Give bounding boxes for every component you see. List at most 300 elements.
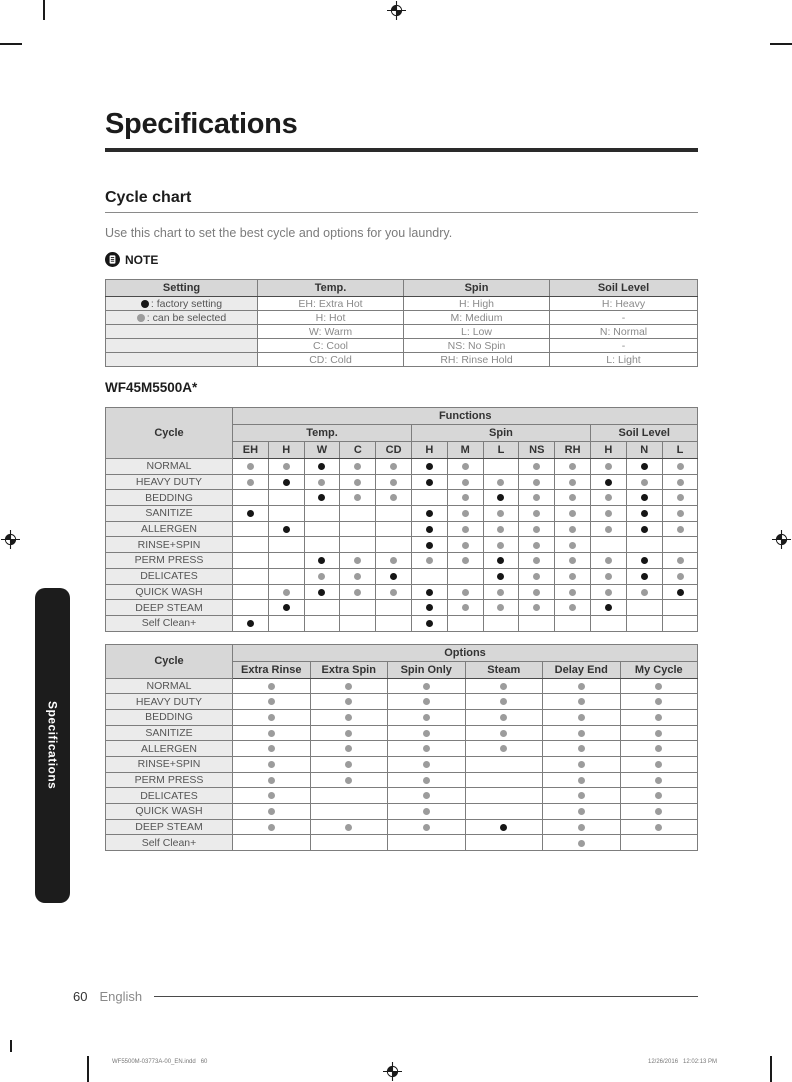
selectable-dot bbox=[677, 479, 684, 486]
selectable-dot bbox=[569, 510, 576, 517]
selectable-dot bbox=[605, 463, 612, 470]
option-dot-cell bbox=[465, 788, 543, 804]
function-dot-cell bbox=[304, 584, 340, 600]
function-dot-cell bbox=[626, 584, 662, 600]
column-header-cell: C bbox=[340, 442, 376, 459]
option-column-header-cell: My Cycle bbox=[620, 661, 698, 678]
function-dot-cell bbox=[376, 459, 412, 475]
legend-value-cell: H: Hot bbox=[258, 311, 404, 325]
function-dot-cell bbox=[662, 459, 698, 475]
selectable-dot bbox=[345, 761, 352, 768]
selectable-dot bbox=[345, 683, 352, 690]
function-dot-cell bbox=[411, 521, 447, 537]
crop-mark-bottom-left-vertical bbox=[87, 1056, 89, 1082]
function-dot-cell bbox=[519, 553, 555, 569]
selectable-dot bbox=[423, 683, 430, 690]
factory-setting-dot bbox=[497, 573, 504, 580]
selectable-dot bbox=[268, 777, 275, 784]
selectable-dot bbox=[578, 777, 585, 784]
selectable-dot bbox=[354, 573, 361, 580]
setting-cell bbox=[106, 353, 258, 367]
option-dot-cell bbox=[465, 757, 543, 773]
cycle-row bbox=[106, 819, 698, 835]
function-dot-cell bbox=[590, 584, 626, 600]
page-content bbox=[105, 0, 698, 851]
functions-header-cell: Functions bbox=[233, 408, 698, 425]
setting-cell bbox=[106, 297, 258, 311]
cycle-name-cell: NORMAL bbox=[106, 678, 233, 694]
function-dot-cell bbox=[233, 459, 269, 475]
function-dot-cell bbox=[376, 474, 412, 490]
option-dot-cell bbox=[465, 741, 543, 757]
selectable-dot bbox=[533, 526, 540, 533]
function-dot-cell bbox=[590, 553, 626, 569]
function-dot-cell bbox=[662, 506, 698, 522]
cycle-row bbox=[106, 615, 698, 631]
selectable-dot bbox=[354, 463, 361, 470]
function-dot-cell bbox=[555, 537, 591, 553]
selectable-dot bbox=[345, 714, 352, 721]
selectable-dot bbox=[578, 792, 585, 799]
function-dot-cell bbox=[376, 615, 412, 631]
selectable-dot bbox=[345, 745, 352, 752]
selectable-dot bbox=[605, 573, 612, 580]
option-dot-cell bbox=[310, 678, 388, 694]
cycle-row bbox=[106, 709, 698, 725]
factory-setting-dot bbox=[641, 557, 648, 564]
function-dot-cell bbox=[447, 490, 483, 506]
selectable-dot bbox=[578, 698, 585, 705]
option-dot-cell bbox=[388, 788, 466, 804]
function-dot-cell bbox=[411, 553, 447, 569]
selectable-dot bbox=[423, 714, 430, 721]
selectable-dot bbox=[578, 840, 585, 847]
option-dot-cell bbox=[465, 709, 543, 725]
function-dot-cell bbox=[268, 537, 304, 553]
function-dot-cell bbox=[376, 568, 412, 584]
chapter-tab-specifications bbox=[35, 588, 70, 903]
function-dot-cell bbox=[447, 553, 483, 569]
legend-value-cell: CD: Cold bbox=[258, 353, 404, 367]
selectable-dot bbox=[533, 510, 540, 517]
legend-value-cell: RH: Rinse Hold bbox=[404, 353, 550, 367]
factory-setting-dot bbox=[641, 573, 648, 580]
option-dot-cell bbox=[388, 757, 466, 773]
option-dot-cell bbox=[543, 804, 621, 820]
legend-row bbox=[106, 353, 698, 367]
factory-setting-dot bbox=[641, 510, 648, 517]
print-filename: WF5500M-03773A-00_EN.indd 60 bbox=[112, 1059, 208, 1065]
crop-mark-top-right-horizontal bbox=[770, 43, 792, 45]
option-dot-cell bbox=[233, 694, 311, 710]
option-dot-cell bbox=[620, 741, 698, 757]
crop-mark-bottom-right-vertical bbox=[770, 1056, 772, 1082]
selectable-dot bbox=[354, 557, 361, 564]
function-dot-cell bbox=[626, 459, 662, 475]
legend-row bbox=[106, 311, 698, 325]
function-dot-cell bbox=[519, 584, 555, 600]
function-dot-cell bbox=[483, 568, 519, 584]
cycle-name-cell: ALLERGEN bbox=[106, 741, 233, 757]
selectable-dot bbox=[569, 526, 576, 533]
selectable-dot bbox=[497, 510, 504, 517]
cycle-row bbox=[106, 835, 698, 851]
legend-header-row bbox=[106, 280, 698, 297]
function-dot-cell bbox=[519, 537, 555, 553]
factory-setting-dot bbox=[426, 463, 433, 470]
function-dot-cell bbox=[447, 584, 483, 600]
option-dot-cell bbox=[543, 757, 621, 773]
function-dot-cell bbox=[555, 521, 591, 537]
function-dot-cell bbox=[626, 568, 662, 584]
selectable-dot bbox=[423, 777, 430, 784]
selectable-dot bbox=[605, 557, 612, 564]
function-dot-cell bbox=[411, 568, 447, 584]
options-header-row bbox=[106, 644, 698, 661]
legend-value-cell: H: High bbox=[404, 297, 550, 311]
cycle-row bbox=[106, 459, 698, 475]
option-dot-cell bbox=[620, 772, 698, 788]
selectable-dot bbox=[677, 526, 684, 533]
function-dot-cell bbox=[590, 474, 626, 490]
page-number: 60 bbox=[73, 989, 88, 1004]
function-dot-cell bbox=[590, 600, 626, 616]
factory-setting-dot bbox=[141, 300, 149, 308]
selectable-dot bbox=[533, 604, 540, 611]
column-header-cell: M bbox=[447, 442, 483, 459]
group-header-cell: Soil Level bbox=[590, 425, 697, 442]
factory-setting-dot bbox=[318, 589, 325, 596]
function-dot-cell bbox=[411, 584, 447, 600]
option-dot-cell bbox=[310, 788, 388, 804]
function-dot-cell bbox=[376, 490, 412, 506]
crop-mark-bottom-left-outer bbox=[10, 1040, 12, 1052]
column-header-cell: L bbox=[662, 442, 698, 459]
factory-setting-dot bbox=[283, 479, 290, 486]
option-column-header-cell: Extra Rinse bbox=[233, 661, 311, 678]
factory-setting-dot bbox=[426, 526, 433, 533]
option-dot-cell bbox=[465, 678, 543, 694]
selectable-dot bbox=[655, 792, 662, 799]
option-dot-cell bbox=[465, 804, 543, 820]
option-dot-cell bbox=[620, 694, 698, 710]
selectable-dot bbox=[462, 542, 469, 549]
legend-value-cell: NS: No Spin bbox=[404, 339, 550, 353]
option-dot-cell bbox=[388, 835, 466, 851]
function-dot-cell bbox=[447, 459, 483, 475]
selectable-dot bbox=[268, 683, 275, 690]
legend-value-cell: N: Normal bbox=[550, 325, 698, 339]
note bbox=[105, 252, 698, 267]
functions-header-row bbox=[106, 408, 698, 425]
note-icon bbox=[105, 252, 120, 267]
function-dot-cell bbox=[626, 553, 662, 569]
selectable-dot bbox=[569, 604, 576, 611]
option-dot-cell bbox=[543, 678, 621, 694]
function-dot-cell bbox=[626, 600, 662, 616]
cycle-options-table bbox=[105, 644, 698, 852]
selectable-dot bbox=[497, 526, 504, 533]
selectable-dot bbox=[655, 761, 662, 768]
function-dot-cell bbox=[519, 474, 555, 490]
selectable-dot bbox=[677, 573, 684, 580]
factory-setting-dot bbox=[426, 604, 433, 611]
function-dot-cell bbox=[626, 521, 662, 537]
cycle-row bbox=[106, 741, 698, 757]
function-dot-cell bbox=[662, 600, 698, 616]
selectable-dot bbox=[283, 589, 290, 596]
factory-setting-dot bbox=[283, 526, 290, 533]
print-timestamp: 12/26/2016 12:02:13 PM bbox=[648, 1059, 718, 1065]
function-dot-cell bbox=[483, 615, 519, 631]
cycle-row bbox=[106, 757, 698, 773]
cycle-name-cell: NORMAL bbox=[106, 459, 233, 475]
selectable-dot bbox=[569, 494, 576, 501]
function-dot-cell bbox=[268, 568, 304, 584]
cycle-name-cell: DEEP STEAM bbox=[106, 819, 233, 835]
function-dot-cell bbox=[376, 584, 412, 600]
option-dot-cell bbox=[310, 741, 388, 757]
factory-setting-dot bbox=[318, 494, 325, 501]
option-dot-cell bbox=[310, 819, 388, 835]
legend-table bbox=[105, 279, 698, 367]
function-dot-cell bbox=[483, 537, 519, 553]
cycle-row bbox=[106, 568, 698, 584]
registration-mark-bottom-center bbox=[383, 1062, 402, 1081]
cycle-name-cell: PERM PRESS bbox=[106, 553, 233, 569]
function-dot-cell bbox=[447, 521, 483, 537]
function-dot-cell bbox=[519, 600, 555, 616]
function-dot-cell bbox=[662, 474, 698, 490]
option-dot-cell bbox=[233, 678, 311, 694]
function-dot-cell bbox=[268, 600, 304, 616]
option-dot-cell bbox=[310, 757, 388, 773]
selectable-dot bbox=[354, 479, 361, 486]
header-cell: Setting bbox=[106, 280, 258, 297]
function-dot-cell bbox=[411, 506, 447, 522]
selectable-dot bbox=[578, 683, 585, 690]
selectable-dot bbox=[500, 683, 507, 690]
function-dot-cell bbox=[555, 615, 591, 631]
function-dot-cell bbox=[233, 568, 269, 584]
function-dot-cell bbox=[304, 474, 340, 490]
legend-value-cell: L: Low bbox=[404, 325, 550, 339]
function-dot-cell bbox=[233, 537, 269, 553]
selectable-dot bbox=[497, 604, 504, 611]
selectable-dot bbox=[497, 542, 504, 549]
cycle-name-cell: SANITIZE bbox=[106, 506, 233, 522]
selectable-dot bbox=[247, 463, 254, 470]
selectable-dot bbox=[578, 714, 585, 721]
option-dot-cell bbox=[388, 772, 466, 788]
function-dot-cell bbox=[233, 584, 269, 600]
option-dot-cell bbox=[233, 772, 311, 788]
option-dot-cell bbox=[388, 678, 466, 694]
option-dot-cell bbox=[233, 757, 311, 773]
function-dot-cell bbox=[233, 474, 269, 490]
function-dot-cell bbox=[340, 459, 376, 475]
function-dot-cell bbox=[376, 553, 412, 569]
selectable-dot bbox=[462, 526, 469, 533]
option-dot-cell bbox=[233, 835, 311, 851]
legend-table-head bbox=[106, 280, 698, 297]
selectable-dot bbox=[345, 777, 352, 784]
legend-value-cell: M: Medium bbox=[404, 311, 550, 325]
cycle-row bbox=[106, 584, 698, 600]
function-dot-cell bbox=[268, 459, 304, 475]
option-dot-cell bbox=[543, 725, 621, 741]
function-dot-cell bbox=[340, 615, 376, 631]
selectable-dot bbox=[677, 557, 684, 564]
function-dot-cell bbox=[483, 553, 519, 569]
registration-mark-right-center bbox=[772, 530, 791, 549]
cycle-name-cell: Self Clean+ bbox=[106, 615, 233, 631]
selectable-dot bbox=[500, 698, 507, 705]
function-dot-cell bbox=[304, 537, 340, 553]
selectable-dot bbox=[462, 479, 469, 486]
function-dot-cell bbox=[483, 584, 519, 600]
selectable-dot bbox=[677, 463, 684, 470]
selectable-dot bbox=[533, 557, 540, 564]
option-dot-cell bbox=[620, 725, 698, 741]
function-dot-cell bbox=[304, 553, 340, 569]
function-dot-cell bbox=[555, 600, 591, 616]
function-dot-cell bbox=[233, 521, 269, 537]
section-rule bbox=[105, 212, 698, 213]
function-dot-cell bbox=[555, 474, 591, 490]
option-dot-cell bbox=[620, 757, 698, 773]
cycle-name-cell: SANITIZE bbox=[106, 725, 233, 741]
cycle-name-cell: DEEP STEAM bbox=[106, 600, 233, 616]
selectable-dot bbox=[677, 510, 684, 517]
function-dot-cell bbox=[590, 506, 626, 522]
function-dot-cell bbox=[411, 615, 447, 631]
function-dot-cell bbox=[590, 490, 626, 506]
legend-row bbox=[106, 297, 698, 311]
function-dot-cell bbox=[662, 568, 698, 584]
function-dot-cell bbox=[483, 474, 519, 490]
cycle-row bbox=[106, 521, 698, 537]
selectable-dot bbox=[462, 557, 469, 564]
factory-setting-dot bbox=[318, 463, 325, 470]
function-dot-cell bbox=[626, 615, 662, 631]
column-header-cell: N bbox=[626, 442, 662, 459]
function-dot-cell bbox=[304, 459, 340, 475]
factory-setting-dot bbox=[390, 573, 397, 580]
option-dot-cell bbox=[388, 725, 466, 741]
function-dot-cell bbox=[590, 521, 626, 537]
function-dot-cell bbox=[519, 568, 555, 584]
legend-value-cell: W: Warm bbox=[258, 325, 404, 339]
selectable-dot bbox=[641, 589, 648, 596]
selectable-dot bbox=[569, 463, 576, 470]
function-dot-cell bbox=[447, 568, 483, 584]
column-header-cell: EH bbox=[233, 442, 269, 459]
function-dot-cell bbox=[268, 521, 304, 537]
selectable-dot bbox=[569, 557, 576, 564]
selectable-dot bbox=[390, 589, 397, 596]
legend-value-cell: C: Cool bbox=[258, 339, 404, 353]
function-dot-cell bbox=[233, 600, 269, 616]
cycle-name-cell: BEDDING bbox=[106, 490, 233, 506]
cycle-header-cell: Cycle bbox=[106, 408, 233, 459]
legend-value-cell: H: Heavy bbox=[550, 297, 698, 311]
selectable-dot bbox=[641, 479, 648, 486]
function-dot-cell bbox=[662, 521, 698, 537]
option-dot-cell bbox=[233, 819, 311, 835]
chapter-tab-label: Specifications bbox=[45, 701, 60, 790]
selectable-dot bbox=[533, 573, 540, 580]
function-dot-cell bbox=[268, 584, 304, 600]
factory-setting-dot bbox=[426, 542, 433, 549]
header-cell: Soil Level bbox=[550, 280, 698, 297]
legend-table-body bbox=[106, 297, 698, 367]
function-dot-cell bbox=[626, 474, 662, 490]
function-dot-cell bbox=[483, 600, 519, 616]
legend-value-cell: - bbox=[550, 339, 698, 353]
function-dot-cell bbox=[519, 459, 555, 475]
selectable-dot bbox=[578, 745, 585, 752]
selectable-dot bbox=[578, 730, 585, 737]
legend-value-cell: L: Light bbox=[550, 353, 698, 367]
registration-mark-left-center bbox=[1, 530, 20, 549]
cycle-row bbox=[106, 490, 698, 506]
selectable-dot bbox=[423, 698, 430, 705]
header-cell: Temp. bbox=[258, 280, 404, 297]
function-dot-cell bbox=[662, 553, 698, 569]
selectable-dot bbox=[268, 824, 275, 831]
cycle-row bbox=[106, 474, 698, 490]
model-heading: WF45M5500A* bbox=[105, 380, 198, 395]
option-dot-cell bbox=[620, 709, 698, 725]
option-dot-cell bbox=[543, 709, 621, 725]
option-dot-cell bbox=[620, 835, 698, 851]
functions-table-body bbox=[106, 459, 698, 632]
option-dot-cell bbox=[310, 804, 388, 820]
option-dot-cell bbox=[310, 835, 388, 851]
selectable-dot bbox=[247, 479, 254, 486]
function-dot-cell bbox=[590, 568, 626, 584]
column-header-cell: W bbox=[304, 442, 340, 459]
factory-setting-dot bbox=[605, 604, 612, 611]
selectable-dot bbox=[569, 573, 576, 580]
function-dot-cell bbox=[483, 521, 519, 537]
function-dot-cell bbox=[411, 600, 447, 616]
cycle-name-cell: RINSE+SPIN bbox=[106, 757, 233, 773]
option-dot-cell bbox=[310, 772, 388, 788]
options-table-body bbox=[106, 678, 698, 851]
selectable-dot bbox=[533, 479, 540, 486]
selectable-dot bbox=[354, 589, 361, 596]
factory-setting-dot bbox=[318, 557, 325, 564]
options-table-head bbox=[106, 644, 698, 678]
option-dot-cell bbox=[465, 725, 543, 741]
setting-cell bbox=[106, 311, 258, 325]
cycle-header-cell: Cycle bbox=[106, 644, 233, 678]
factory-setting-dot bbox=[426, 510, 433, 517]
factory-setting-dot bbox=[426, 479, 433, 486]
selectable-dot bbox=[390, 479, 397, 486]
selectable-dot bbox=[655, 745, 662, 752]
selectable-dot bbox=[354, 494, 361, 501]
factory-setting-dot bbox=[283, 604, 290, 611]
option-dot-cell bbox=[465, 819, 543, 835]
option-dot-cell bbox=[310, 709, 388, 725]
factory-setting-dot bbox=[677, 589, 684, 596]
legend-row bbox=[106, 325, 698, 339]
option-dot-cell bbox=[620, 678, 698, 694]
option-dot-cell bbox=[388, 819, 466, 835]
